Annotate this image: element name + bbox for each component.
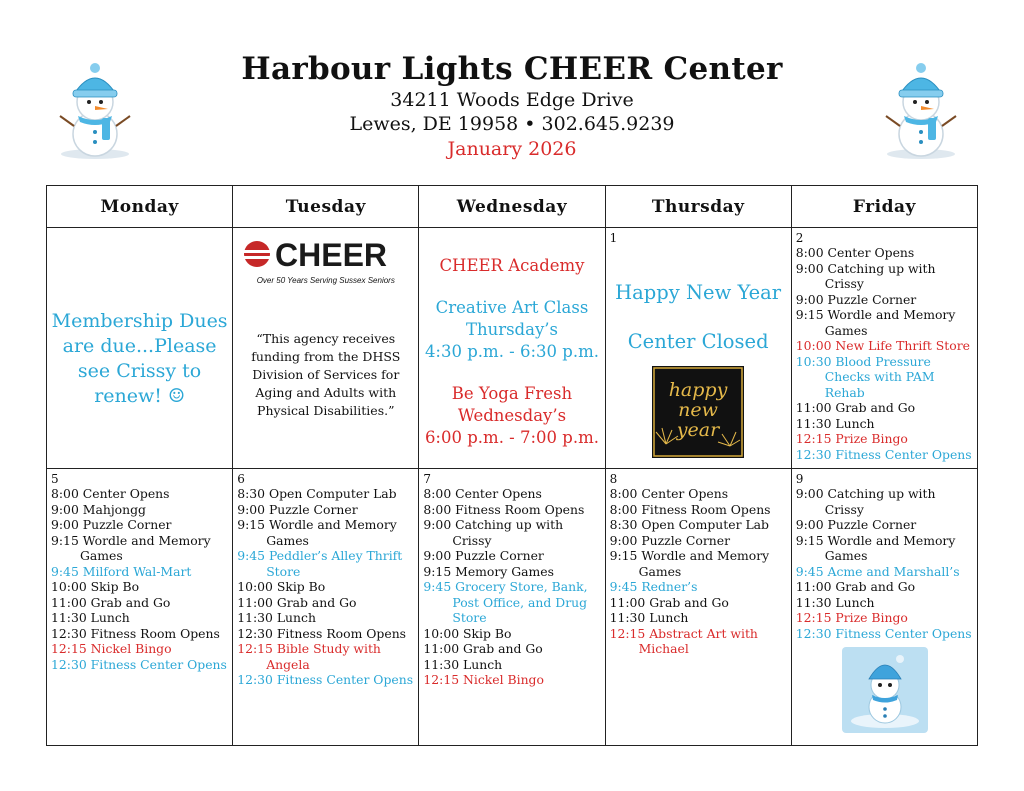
calendar-month: January 2026 [447,138,577,160]
day-number: 8 [609,472,618,486]
event-item: 11:30 Lunch [609,610,689,625]
cell-week2-thursday [605,469,791,746]
event-item: 9:45 Grocery Store, Bank, Post Office, and Drug Store [423,579,588,625]
event-item: 10:00 Skip Bo [423,625,512,641]
image-text-happy: happy [668,379,728,401]
event-item: 11:00 Grab and Go [795,400,916,415]
address-line-1: 34211 Woods Edge Drive [390,89,634,111]
cell-week1-monday [47,228,233,469]
event-item: 12:15 Prize Bingo [795,431,908,446]
event-item: 8:00 Center Opens [609,486,729,501]
event-item: 8:00 Center Opens [423,486,542,501]
address-line-2: Lewes, DE 19958 • 302.645.9239 [349,113,675,135]
week-row-1 [47,228,978,469]
event-item: 9:00 Puzzle Corner [609,532,731,548]
event-list [423,486,600,688]
event-item: 9:45 Milford Wal-Mart [51,563,192,579]
cheer-academy-title: CHEER Academy [439,256,585,275]
day-number: 6 [237,472,245,486]
image-text-year: year [676,419,720,441]
event-item: 9:15 Wordle and Memory Games [795,307,956,338]
page-header [0,50,1024,162]
event-item: 12:30 Fitness Center Opens [51,656,227,672]
event-list [237,486,414,688]
yoga-title: Be Yoga Fresh [451,384,573,403]
event-item: 12:30 Fitness Center Opens [795,625,972,641]
cheer-logo-tagline: Over 50 Years Serving Sussex Seniors [256,275,395,285]
event-item: 12:30 Fitness Center Opens [795,446,972,462]
event-item: 11:00 Grab and Go [423,641,543,656]
week-row-2 [47,469,978,746]
event-item: 11:00 Grab and Go [795,579,916,594]
snowman-small-icon [842,647,928,733]
center-closed-text: Center Closed [627,330,769,353]
event-item: 9:00 Catching up with Crissy [795,486,936,517]
event-item: 9:15 Wordle and Memory Games [237,517,397,548]
event-item: 9:15 Memory Games [423,563,554,579]
day-number: 1 [609,231,618,245]
happy-new-year-text: Happy New Year [615,281,782,304]
header-friday: Friday [791,186,977,228]
event-item: 9:00 Catching up with Crissy [423,517,564,548]
event-item: 11:30 Lunch [423,656,503,672]
day-number: 7 [423,472,432,486]
cheer-logo-text: CHEER [274,237,387,271]
event-item: 8:00 Fitness Room Opens [423,501,585,517]
cell-week1-tuesday [233,228,419,469]
event-list [610,486,787,657]
event-item: 12:15 Nickel Bingo [51,641,172,656]
day-number: 2 [795,231,804,245]
event-item: 9:45 Peddler’s Alley Thrift Store [237,548,403,579]
event-item: 9:45 Acme and Marshall’s [795,563,960,579]
event-item: 9:15 Wordle and Memory Games [795,532,956,563]
event-item: 11:30 Lunch [795,415,875,431]
header-monday: Monday [47,186,233,228]
event-item: 10:00 New Life Thrift Store [795,338,970,353]
cell-week1-wednesday [419,228,605,469]
cell-week2-wednesday [419,469,605,746]
event-item: 9:45 Redner’s [609,579,698,594]
event-item: 11:00 Grab and Go [609,594,729,610]
event-item: 12:15 Bible Study with Angela [237,641,381,672]
event-item: 12:30 Fitness Room Opens [51,625,220,641]
event-item: 11:30 Lunch [795,594,875,610]
header-tuesday: Tuesday [233,186,419,228]
day-number: 9 [795,472,804,486]
event-list [796,486,973,641]
cheer-logo-icon [241,237,411,271]
event-item: 9:15 Wordle and Memory Games [609,548,770,579]
event-item: 11:00 Grab and Go [51,594,171,610]
art-class-time: 4:30 p.m. - 6:30 p.m. [424,342,599,361]
art-class-day: Thursday’s [465,320,558,339]
cell-week1-friday [791,228,977,469]
page-title: Harbour Lights CHEER Center [241,51,783,87]
cell-week2-friday [791,469,977,746]
event-item: 9:00 Puzzle Corner [51,517,172,532]
agency-funding-text: “This agency receives funding from the DHSS Division of Services for Aging and Adults with Physical Disabilities.” [251,331,401,418]
calendar-table [46,185,978,746]
header-thursday: Thursday [605,186,791,228]
event-item: 9:00 Puzzle Corner [795,517,917,532]
event-item: 10:00 Skip Bo [237,579,326,594]
image-text-new: new [678,399,719,421]
event-item: 12:30 Fitness Room Opens [237,625,407,641]
event-item: 9:15 Wordle and Memory Games [51,532,211,563]
cell-week2-tuesday [233,469,419,746]
cheer-logo [237,231,414,288]
event-item: 9:00 Puzzle Corner [795,291,917,307]
event-item: 11:30 Lunch [51,610,130,625]
event-item: 11:30 Lunch [237,610,316,625]
day-header-row [47,186,978,228]
event-item: 8:00 Fitness Room Opens [609,501,771,517]
art-class-title: Creative Art Class [435,298,589,317]
membership-dues-notice: Membership Dues are due...Please see Crissy to renew! ☺ [51,310,228,407]
header-wednesday: Wednesday [419,186,605,228]
event-item: 12:15 Prize Bingo [795,610,908,625]
cell-week1-thursday [605,228,791,469]
event-item: 12:15 Nickel Bingo [423,672,544,687]
event-item: 12:30 Fitness Center Opens [237,672,414,687]
event-item: 8:00 Center Opens [51,486,170,501]
day-number: 5 [51,472,59,486]
event-item: 9:00 Mahjongg [51,501,146,517]
event-item: 8:30 Open Computer Lab [237,486,397,501]
event-item: 8:00 Center Opens [795,245,915,260]
cell-week2-monday [47,469,233,746]
event-item: 10:30 Blood Pressure Checks with PAM Rehab [795,353,935,400]
event-item: 9:00 Catching up with Crissy [795,260,936,291]
event-item: 11:00 Grab and Go [237,594,357,610]
event-item: 9:00 Puzzle Corner [423,548,544,563]
event-item: 12:15 Abstract Art with Michael [609,625,758,656]
event-item: 8:30 Open Computer Lab [609,517,769,532]
fireworks-icon [652,366,744,458]
event-item: 10:00 Skip Bo [51,579,140,594]
event-item: 9:00 Puzzle Corner [237,501,358,517]
yoga-day: Wednesday’s [457,406,567,425]
yoga-time: 6:00 p.m. - 7:00 p.m. [424,428,599,447]
event-list [51,486,228,672]
event-list [796,245,973,462]
